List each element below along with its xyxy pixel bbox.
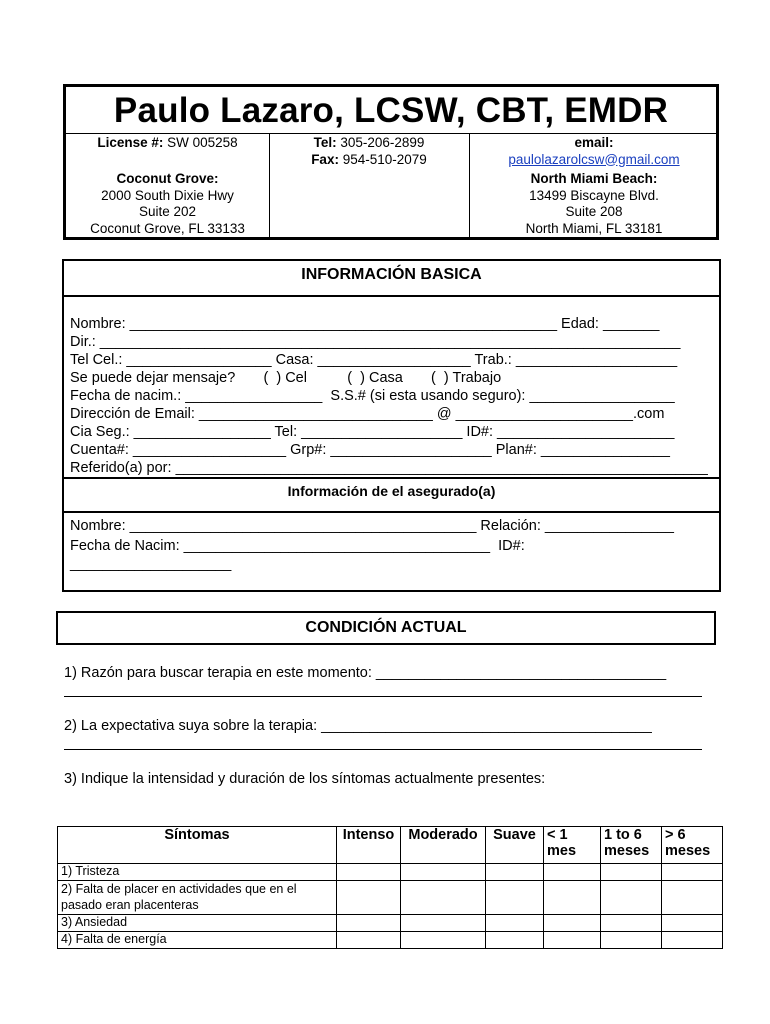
duration-cell[interactable]: [662, 915, 723, 932]
condition-section-header: [56, 611, 716, 645]
divider: [66, 133, 716, 134]
answer-line[interactable]: [64, 749, 702, 750]
divider: [64, 295, 719, 297]
office-coconut-grove: [66, 171, 269, 237]
symptom-label: 3) Ansiedad: [58, 915, 337, 932]
duration-cell[interactable]: [601, 915, 662, 932]
insured-title: Información de el asegurado(a): [287, 483, 496, 499]
letterhead: [63, 84, 719, 240]
duration-cell[interactable]: [601, 864, 662, 881]
license-cell: [66, 135, 269, 152]
email-link[interactable]: paulolazarolcsw@gmail.com: [508, 151, 680, 167]
duration-cell[interactable]: [544, 932, 601, 949]
field-mensaje[interactable]: Se puede dejar mensaje? ( ) Cel ( ) Casa ( ) Trabajo: [70, 370, 502, 386]
rating-cell[interactable]: [337, 864, 401, 881]
tel-value: 305-206-2899: [340, 135, 425, 150]
table-row: [58, 932, 723, 949]
rating-cell[interactable]: [401, 881, 486, 915]
col-mas-6-meses: > 6 meses: [662, 827, 723, 864]
rating-cell[interactable]: [337, 915, 401, 932]
rating-cell[interactable]: [401, 915, 486, 932]
table-row: [58, 881, 723, 915]
license-value: SW 005258: [167, 135, 238, 150]
duration-cell[interactable]: [601, 881, 662, 915]
duration-cell[interactable]: [662, 864, 723, 881]
question-1[interactable]: 1) Razón para buscar terapia en este momento: ____________________________________: [64, 665, 667, 681]
office-city: Coconut Grove, FL 33133: [90, 220, 245, 236]
duration-cell[interactable]: [662, 932, 723, 949]
field-asegurado-extra[interactable]: ____________________: [70, 556, 232, 572]
duration-cell[interactable]: [544, 864, 601, 881]
field-cuenta[interactable]: Cuenta#: ___________________ Grp#: ____________________ Plan#: ________________: [70, 442, 670, 458]
office-address: 2000 South Dixie Hwy: [101, 187, 234, 203]
question-3: 3) Indique la intensidad y duración de los síntomas actualmente presentes:: [64, 771, 546, 787]
duration-cell[interactable]: [544, 881, 601, 915]
symptom-label: 1) Tristeza: [58, 864, 337, 881]
table-row: [58, 864, 723, 881]
field-direccion[interactable]: Dir.: ________________________________________________________________________: [70, 334, 681, 350]
section-title: INFORMACIÓN BASICA: [301, 266, 482, 283]
fax-label: Fax:: [311, 151, 339, 167]
email-label: email:: [574, 135, 614, 150]
rating-cell[interactable]: [486, 932, 544, 949]
field-telefonos[interactable]: Tel Cel.: __________________ Casa: ___________________ Trab.: ____________________: [70, 352, 678, 368]
duration-cell[interactable]: [601, 932, 662, 949]
tel-label: Tel:: [313, 135, 337, 150]
rating-cell[interactable]: [337, 932, 401, 949]
rating-cell[interactable]: [401, 932, 486, 949]
question-2[interactable]: 2) La expectativa suya sobre la terapia: _________________________________________: [64, 718, 652, 734]
office-north-miami: [469, 171, 719, 237]
phone-cell: [269, 135, 469, 168]
col-sintomas: Síntomas: [58, 827, 337, 864]
duration-cell[interactable]: [544, 915, 601, 932]
office-city: North Miami, FL 33181: [525, 220, 663, 236]
divider: [64, 477, 719, 479]
office-name: Coconut Grove:: [116, 171, 219, 186]
license-label: License #:: [97, 135, 164, 150]
field-asegurado-nombre[interactable]: Nombre: ___________________________________________ Relación: ________________: [70, 518, 674, 534]
field-referido[interactable]: Referido(a) por: __________________________________________________________________: [70, 460, 708, 476]
field-asegurado-fecha[interactable]: Fecha de Nacim: ______________________________________ ID#:: [70, 538, 525, 554]
col-intenso: Intenso: [337, 827, 401, 864]
page-title: Paulo Lazaro, LCSW, CBT, EMDR: [113, 91, 669, 130]
office-address: 13499 Biscayne Blvd.: [529, 187, 659, 203]
duration-cell[interactable]: [662, 881, 723, 915]
fax-value: 954-510-2079: [342, 151, 427, 167]
office-suite: Suite 208: [565, 204, 623, 219]
answer-line[interactable]: [64, 696, 702, 697]
symptoms-table: [57, 826, 723, 949]
table-row: [58, 915, 723, 932]
rating-cell[interactable]: [401, 864, 486, 881]
section-title: CONDICIÓN ACTUAL: [305, 619, 467, 636]
office-name: North Miami Beach:: [530, 171, 658, 186]
field-fecha-nacim[interactable]: Fecha de nacim.: _________________ S.S.# (si esta usando seguro): __________________: [70, 388, 675, 404]
field-email[interactable]: Dirección de Email: _____________________________ @ ______________________.com: [70, 406, 665, 422]
col-suave: Suave: [486, 827, 544, 864]
field-cia-seguro[interactable]: Cia Seg.: _________________ Tel: ____________________ ID#: ______________________: [70, 424, 675, 440]
col-moderado: Moderado: [401, 827, 486, 864]
divider: [64, 511, 719, 513]
rating-cell[interactable]: [486, 881, 544, 915]
col-1-a-6-meses: 1 to 6 meses: [601, 827, 662, 864]
field-nombre[interactable]: Nombre: _____________________________________________________ Edad: _______: [70, 316, 660, 332]
rating-cell[interactable]: [337, 881, 401, 915]
table-header-row: [58, 827, 723, 864]
office-suite: Suite 202: [138, 204, 197, 219]
symptom-label: 2) Falta de placer en actividades que en el pasado eran placenteras: [58, 881, 337, 915]
symptom-label: 4) Falta de energía: [58, 932, 337, 949]
rating-cell[interactable]: [486, 864, 544, 881]
rating-cell[interactable]: [486, 915, 544, 932]
email-cell: [469, 135, 719, 168]
col-menos-1-mes: < 1 mes: [544, 827, 601, 864]
